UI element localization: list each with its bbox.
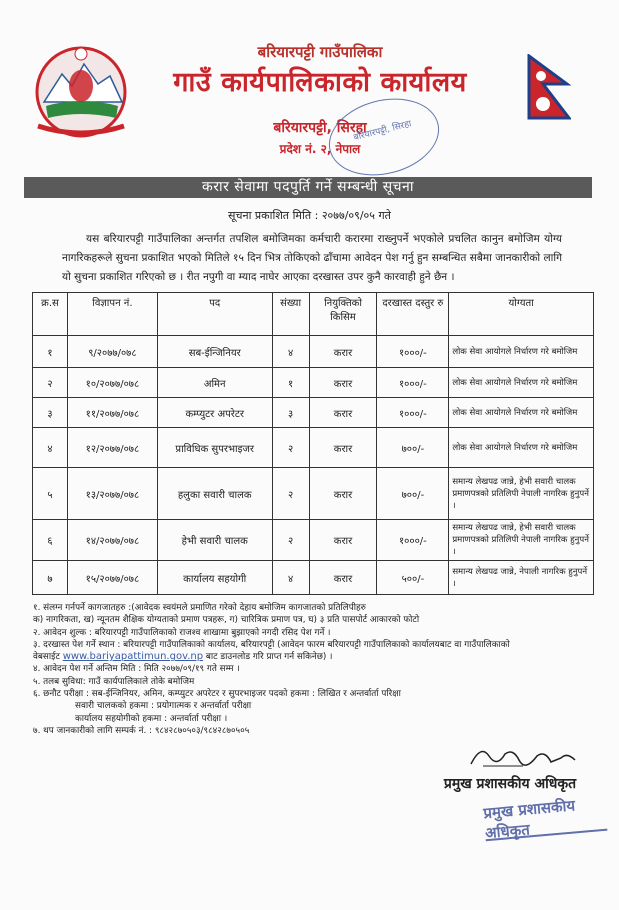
- cell-count: ३: [272, 398, 309, 428]
- col-header: दरखास्त दस्तुर रु: [377, 293, 449, 336]
- note-fee: २. आवेदन शुल्क : बरियारपट्टी गाउँपालिकाको राजश्व शाखामा बुझाएको नगदी रसिद पेश गर्ने ।: [33, 627, 331, 638]
- cell-fee: १०००/-: [377, 336, 449, 368]
- note-documents: १. संलग्न गर्नपर्ने कागजातहरु :(आवेदक स्वयंमले प्रमाणित गरेको देहाय बमोजिम कागजातको प्रतिलिपीहरु: [33, 603, 366, 613]
- table-row: [33, 561, 594, 595]
- cell-type: करार: [309, 561, 377, 595]
- table-header-row: [33, 293, 594, 336]
- cell-sn: १: [33, 336, 68, 368]
- cell-post: हेभी सवारी चालक: [157, 520, 272, 561]
- table-row: [33, 398, 594, 428]
- cell-adv: १४/२०७७/०७८: [67, 520, 157, 561]
- note-selection-exam: ६. छनौट परीक्षा : सब-ईन्जिनियर, अमिन, कम्प्युटर अपरेटर र सुपरभाइजर पदको हकमा : लिखित र अन्तर्वार्ता परिक्षा: [33, 689, 401, 700]
- nepal-emblem-icon: [24, 40, 138, 140]
- cell-adv: ११/२०७७/०७८: [67, 398, 157, 428]
- cell-adv: १३/२०७७/०७८: [67, 468, 157, 520]
- col-header: संख्या: [272, 293, 309, 336]
- cell-sn: २: [33, 368, 68, 398]
- cell-count: २: [272, 428, 309, 468]
- cell-fee: १०००/-: [377, 520, 449, 561]
- cell-qual: लोक सेवा आयोगले निर्धारण गरे बमोजिम: [449, 398, 594, 428]
- table-row: [33, 468, 594, 520]
- notice-intro: यस बरियारपट्टी गाउँपालिका अन्तर्गत तपशिल बमोजिमका कर्मचारी करारमा राख्नुपर्ने भएकोले प्रचलित कानुन बमोजिम योग्य नागरिकहरूले सुचना प्रकाशित भएको मितिले १५ दिन भित्र तोकिएको ढाँचामा आवेदन पेश गर्नु हुन सम्बन्धित सबैमा जानकारीको लागि यो सुचना प्रकाशित गरिएको छ । रीत नपुगी वा म्याद नाघेर आएका दरखास्त उपर कुनै कारवाही हुने छैन ।: [62, 233, 562, 283]
- province: प्रदेश नं. २, नेपाल: [279, 142, 361, 156]
- office-location: बरियारपट्टी, सिरहा: [273, 120, 367, 136]
- cell-type: करार: [309, 428, 377, 468]
- cell-sn: ५: [33, 468, 68, 520]
- note-driver-exam: सवारी चालकको हकमा : प्रयोगात्मक र अन्तर्वार्ता परीक्षा: [75, 701, 252, 712]
- table-row: [33, 520, 594, 561]
- cell-post: हलुका सवारी चालक: [157, 468, 272, 520]
- note-salary: ५. तलब सुविधा: गाउँ कार्यपालिकाले तोके बमोजिम: [33, 676, 195, 687]
- cell-fee: ७००/-: [377, 468, 449, 520]
- municipality-name: बरियारपट्टी गाउँपालिका: [257, 43, 383, 61]
- cell-count: ४: [272, 336, 309, 368]
- notice-title: करार सेवामा पदपुर्ति गर्ने सम्बन्धी सूचना: [24, 177, 592, 198]
- signature-block: [420, 740, 600, 793]
- col-header: योग्यता: [449, 293, 594, 336]
- cell-sn: ७: [33, 561, 68, 595]
- cell-adv: ९/२०७७/०७८: [67, 336, 157, 368]
- cell-count: १: [272, 368, 309, 398]
- cell-fee: १०००/-: [377, 398, 449, 428]
- office-stamp: [321, 88, 448, 187]
- cell-adv: १०/२०७७/०७८: [67, 368, 157, 398]
- cell-sn: ३: [33, 398, 68, 428]
- col-header: क्र.स: [33, 293, 68, 336]
- cell-type: करार: [309, 520, 377, 561]
- officer-designation: प्रमुख प्रशासकीय अधिकृत: [443, 776, 577, 792]
- vacancy-table: [32, 292, 594, 595]
- col-header: नियुक्तिको किसिम: [309, 293, 377, 336]
- cell-qual: समान्य लेखपढ जान्ने, हेभी सवारी चालक प्रमाणपत्रको प्रतिलिपी नेपाली नागरिक हुनुपर्ने ।: [449, 468, 594, 520]
- cell-qual: लोक सेवा आयोगले निर्धारण गरे बमोजिम: [449, 368, 594, 398]
- cell-post: अमिन: [157, 368, 272, 398]
- table-row: [33, 428, 594, 468]
- cell-fee: १०००/-: [377, 368, 449, 398]
- cell-post: प्राविधिक सुपरभाइजर: [157, 428, 272, 468]
- website-link[interactable]: www.bariyapattimun.gov.np: [62, 651, 204, 663]
- office-name: गाउँ कार्यपालिकाको कार्यालय: [173, 67, 467, 98]
- note-contact: ७. थप जानकारीको लागि सम्पर्क नं. : ९८४२८७०५०३/९८४२८७०५०५: [33, 725, 250, 736]
- cell-type: करार: [309, 468, 377, 520]
- cell-post: सब-ईन्जिनियर: [157, 336, 272, 368]
- office-stamp-text: बरियारपट्टी, सिरहा: [352, 119, 413, 144]
- notes-section: [33, 602, 593, 737]
- table-row: [33, 336, 594, 368]
- cell-type: करार: [309, 368, 377, 398]
- note-submission-place: ३. दरखास्त पेश गर्ने स्थान : बरियारपट्टी गाउँपालिकाको कार्यालय, बरियारपट्टी (आवेदन फारम बरियारपट्टी गाउँपालिकाको कार्यालयबाट वा गाउँपालिकाको: [33, 639, 510, 650]
- cell-fee: ५००/-: [377, 561, 449, 595]
- cell-post: कम्प्युटर अपरेटर: [157, 398, 272, 428]
- officer-stamp: प्रमुख प्रशासकीय अधिकृत: [483, 793, 608, 841]
- cell-count: २: [272, 520, 309, 561]
- cell-qual: समान्य लेखपढ जान्ने, नेपाली नागरिक हुनुपर्ने ।: [449, 561, 594, 595]
- note-website-line: [33, 651, 593, 663]
- col-header: विज्ञापन नं.: [67, 293, 157, 336]
- note-helper-exam: कार्यालय सहयोगीको हकमा : अन्तर्वार्ता परीक्षा ।: [75, 713, 228, 724]
- cell-qual: समान्य लेखपढ जान्ने, हेभी सवारी चालक प्रमाणपत्रको प्रतिलिपी नेपाली नागरिक हुनुपर्ने ।: [449, 520, 594, 561]
- cell-sn: ६: [33, 520, 68, 561]
- col-header: पद: [157, 293, 272, 336]
- cell-adv: १२/२०७७/०७८: [67, 428, 157, 468]
- note-documents-list: क) नागरिकता, ख) न्यूनतम शैक्षिक योग्यताको प्रमाण पत्रहरू, ग) चारित्रिक प्रमाण पत्र, घ) ३ प्रति पासपोर्ट आकारको फोटो: [33, 615, 420, 626]
- cell-count: ४: [272, 561, 309, 595]
- cell-adv: १५/२०७७/०७८: [67, 561, 157, 595]
- table-row: [33, 368, 594, 398]
- note-deadline: ४. आवेदन पेश गर्ने अन्तिम मिति : मिति २०७७/०९/१९ गते सम्म ।: [33, 664, 240, 675]
- nepal-flag-icon: [527, 54, 571, 120]
- cell-qual: लोक सेवा आयोगले निर्धारण गरे बमोजिम: [449, 336, 594, 368]
- cell-fee: ७००/-: [377, 428, 449, 468]
- website-suffix: बाट डाउनलोड गरि प्राप्त गर्न सकिनेछ) ।: [205, 652, 333, 663]
- signature-icon: [463, 740, 583, 772]
- cell-type: करार: [309, 336, 377, 368]
- cell-count: २: [272, 468, 309, 520]
- cell-post: कार्यालय सहयोगी: [157, 561, 272, 595]
- publish-date: सूचना प्रकाशित मिति : २०७७/०९/०५ गते: [228, 209, 391, 222]
- cell-qual: लोक सेवा आयोगले निर्धारण गरे बमोजिम: [449, 428, 594, 468]
- cell-sn: ४: [33, 428, 68, 468]
- cell-type: करार: [309, 398, 377, 428]
- website-prefix: वेबसाईट: [33, 652, 60, 663]
